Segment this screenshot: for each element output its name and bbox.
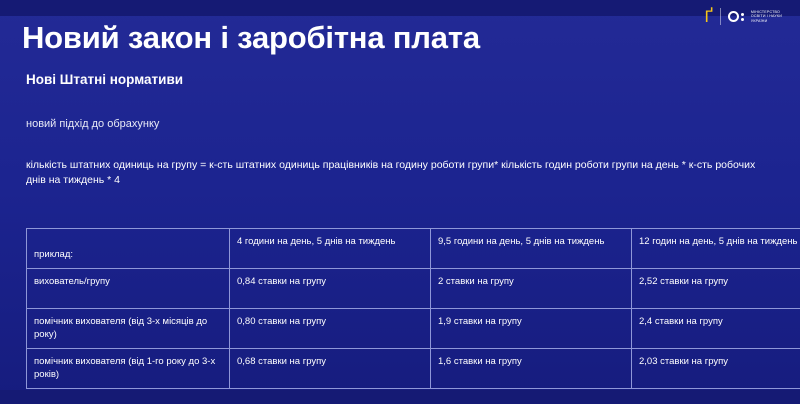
ministry-line-3: УКРАЇНИ	[750, 18, 768, 23]
row-label: помічник вихователя (від 3-х місяців до року)	[27, 309, 230, 349]
row-value: 2 ставки на групу	[431, 269, 632, 309]
table-row	[27, 309, 800, 349]
section-subtitle: Нові Штатні нормативи	[26, 72, 184, 87]
row-value: 1,9 ставки на групу	[431, 309, 632, 349]
logo-divider	[720, 8, 721, 25]
trident-icon: Ґ	[704, 7, 713, 26]
mon-logo-icon	[728, 11, 744, 22]
table-row	[27, 349, 800, 389]
bottom-bar	[0, 390, 800, 404]
row-value: 2,03 ставки на групу	[632, 349, 800, 389]
page-title: Новий закон і заробітна плата	[22, 20, 480, 55]
norms-table	[26, 228, 800, 389]
row-label: вихователь/групу	[27, 269, 230, 309]
lead-text: новий підхід до обрахунку	[26, 118, 160, 130]
table-header-row	[27, 229, 800, 269]
row-value: 0,80 ставки на групу	[230, 309, 431, 349]
row-value: 1,6 ставки на групу	[431, 349, 632, 389]
table-header-cell-2: 9,5 години на день, 5 днів на тиждень	[431, 229, 632, 269]
row-value: 0,68 ставки на групу	[230, 349, 431, 389]
row-value: 2,4 ставки на групу	[632, 309, 800, 349]
ministry-line-2: ОСВІТИ І НАУКИ	[750, 14, 782, 19]
ministry-line-1: МІНІСТЕРСТВО	[750, 9, 780, 14]
row-value: 2,52 ставки на групу	[632, 269, 800, 309]
row-label: помічник вихователя (від 1-го року до 3-х років)	[27, 349, 230, 389]
row-value: 0,84 ставки на групу	[230, 269, 431, 309]
table-header-cell-example: приклад:	[27, 229, 230, 269]
table-header-cell-1: 4 години на день, 5 днів на тиждень	[230, 229, 431, 269]
table-header-cell-3: 12 годин на день, 5 днів на тиждень	[632, 229, 800, 269]
formula-text: кількість штатних одиниць на групу = к-сть штатних одиниць працівників на годину роботи групи* кількість годин роботи групи на день * к-сть робочих днів на тиждень * 4	[26, 159, 756, 186]
branding-block	[705, 8, 782, 25]
ministry-name	[751, 10, 782, 24]
table-row	[27, 269, 800, 309]
